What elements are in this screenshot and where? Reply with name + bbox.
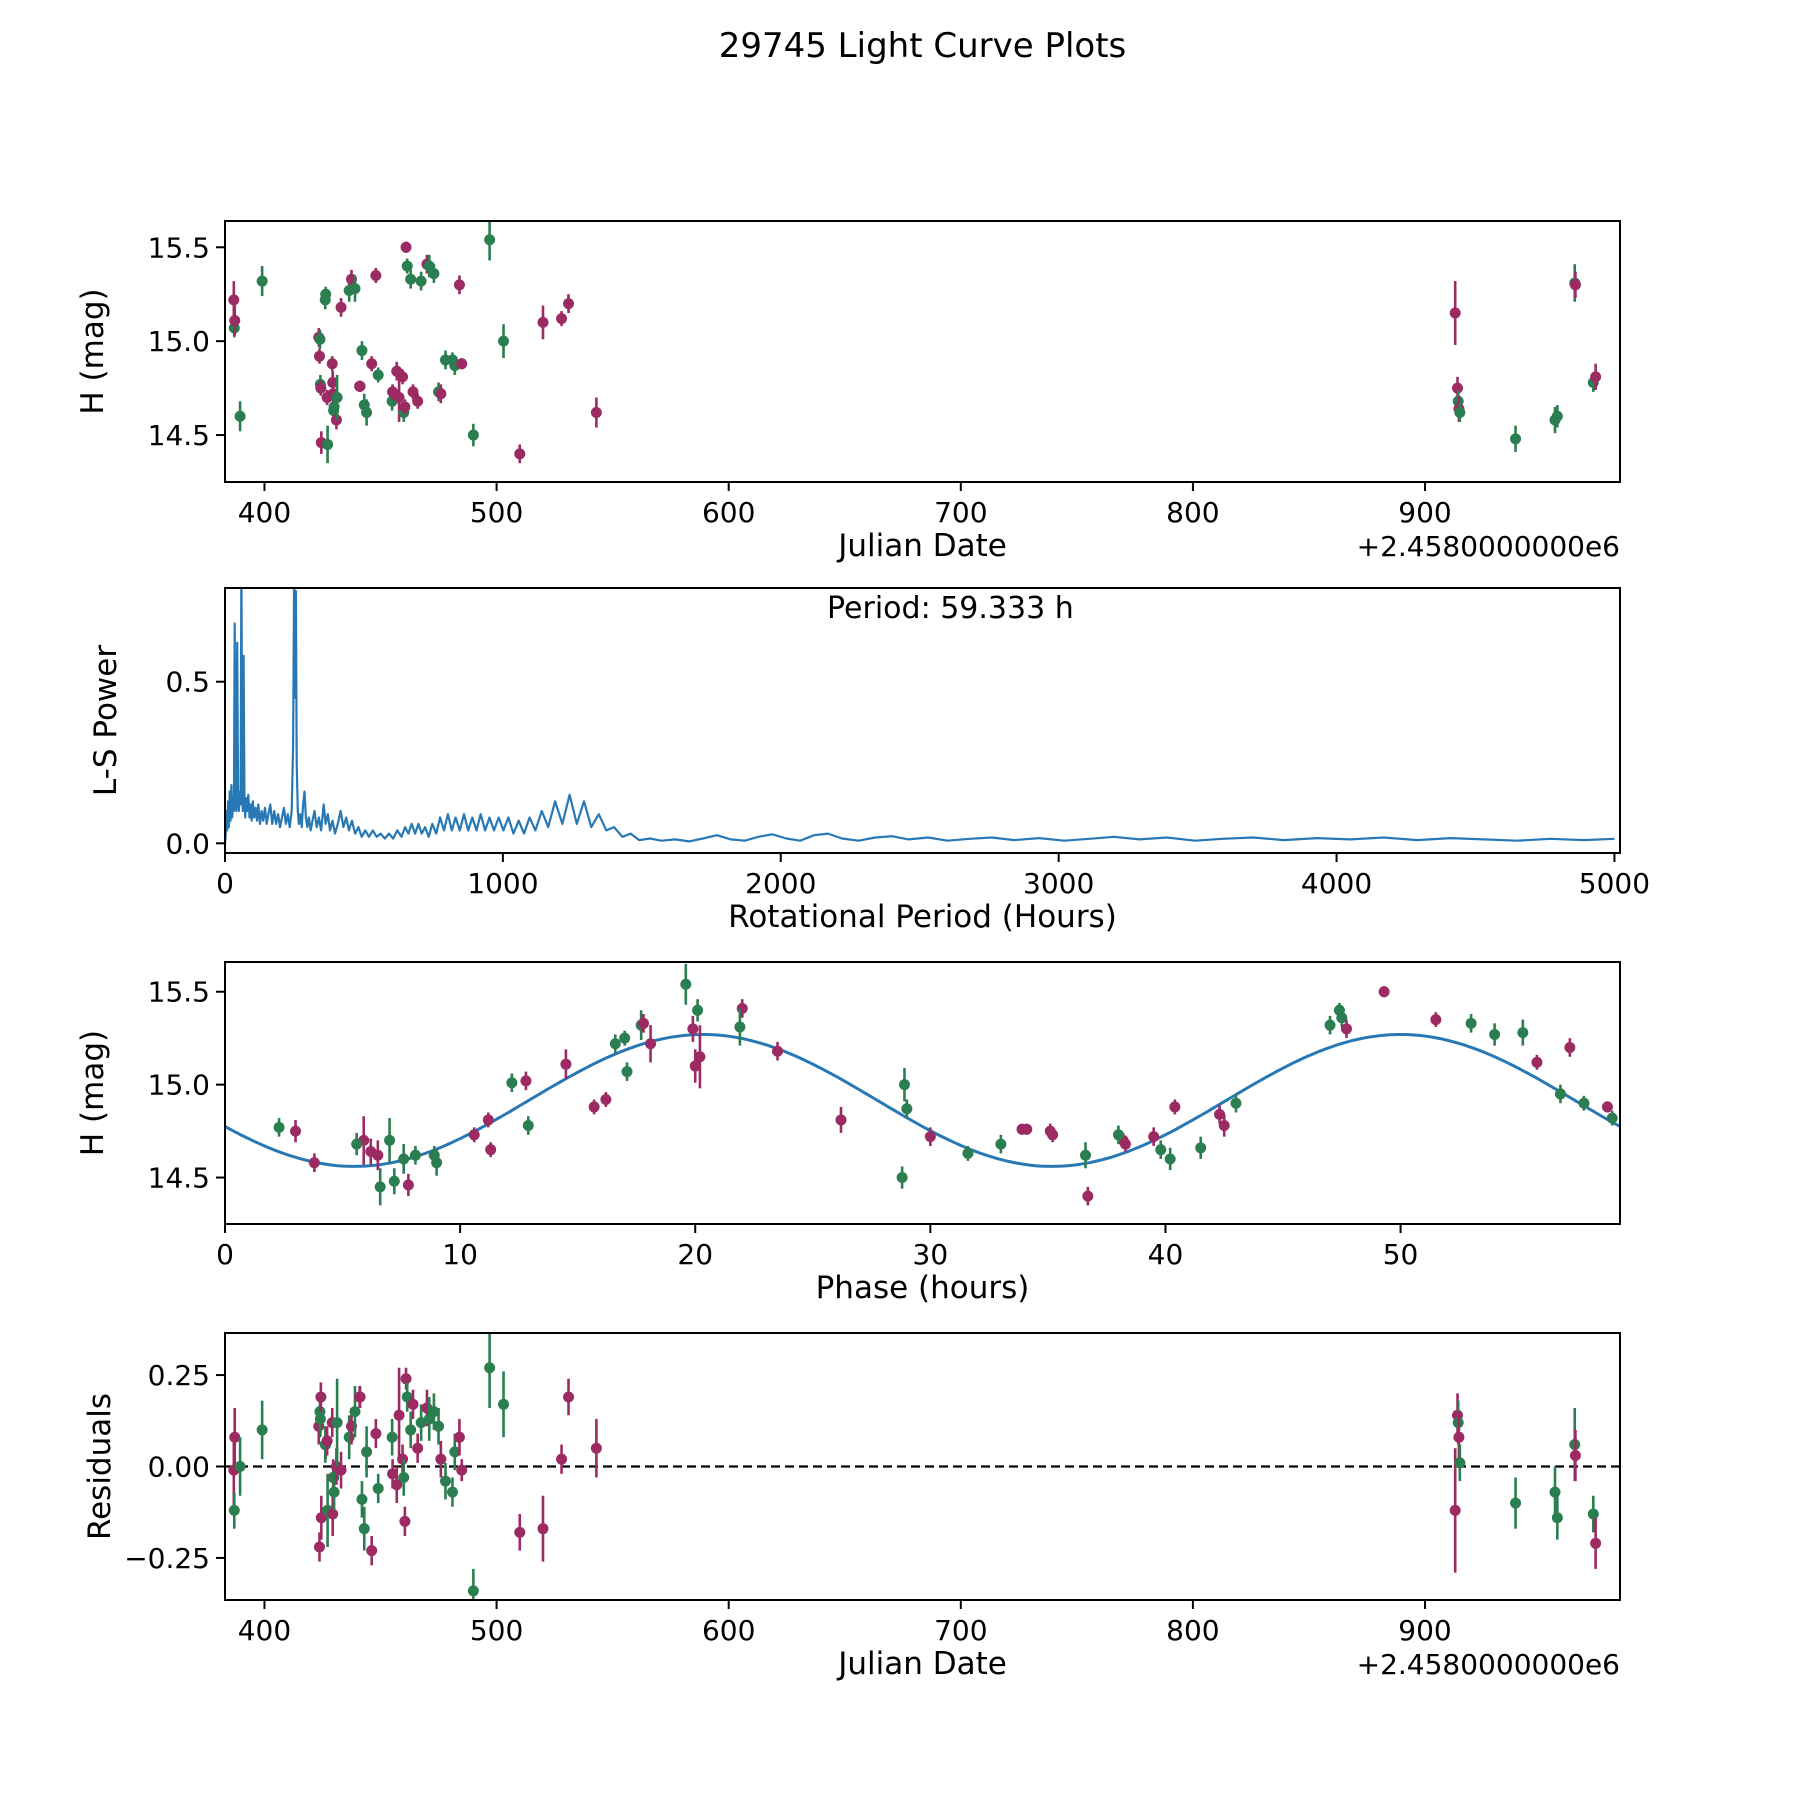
x-tick-label: 500	[469, 1614, 524, 1647]
data-point	[366, 358, 377, 369]
data-point	[257, 1424, 268, 1435]
data-point	[506, 1077, 517, 1088]
data-point	[1230, 1098, 1241, 1109]
y-tick-label: 15.0	[147, 1068, 210, 1102]
data-point	[235, 1461, 246, 1472]
y-axis-label: H (mag)	[75, 288, 111, 415]
data-point	[314, 1541, 325, 1552]
x-axis-label: Rotational Period (Hours)	[728, 899, 1117, 935]
x-tick-label: 10	[442, 1238, 478, 1271]
data-point	[394, 1410, 405, 1421]
data-point	[694, 1051, 705, 1062]
panel-periodogram	[88, 559, 1650, 935]
data-point	[359, 1523, 370, 1534]
data-point	[257, 276, 268, 287]
y-axis-label: Residuals	[82, 1392, 118, 1541]
data-point	[314, 351, 325, 362]
data-point	[433, 1421, 444, 1432]
data-point	[327, 1509, 338, 1520]
data-point	[514, 448, 525, 459]
data-point	[1169, 1101, 1180, 1112]
data-point	[355, 1392, 366, 1403]
data-point	[483, 1114, 494, 1125]
data-point	[1148, 1131, 1159, 1142]
data-point	[454, 279, 465, 290]
x-axis-offset-label: +2.4580000000e6	[1356, 530, 1620, 563]
data-point	[610, 1038, 621, 1049]
data-point	[622, 1066, 633, 1077]
data-point	[405, 274, 416, 285]
data-point	[399, 401, 410, 412]
data-point	[591, 1443, 602, 1454]
data-point	[351, 1139, 362, 1150]
data-point	[638, 1018, 649, 1029]
data-point	[520, 1075, 531, 1086]
x-tick-label: 1000	[467, 867, 539, 900]
data-point	[309, 1157, 320, 1168]
data-point	[589, 1101, 600, 1112]
x-tick-label: 4000	[1300, 867, 1373, 900]
x-tick-label: 400	[237, 496, 292, 529]
data-point	[1155, 1144, 1166, 1155]
data-point	[435, 388, 446, 399]
data-point	[1080, 1150, 1091, 1161]
data-point	[537, 1523, 548, 1534]
x-axis-label: Phase (hours)	[815, 1270, 1030, 1306]
x-tick-label: 0	[216, 867, 234, 900]
data-point	[332, 392, 343, 403]
x-tick-label: 20	[677, 1238, 714, 1271]
data-point	[1510, 1498, 1521, 1509]
data-point	[1214, 1109, 1225, 1120]
data-point	[1590, 371, 1601, 382]
data-point	[560, 1059, 571, 1070]
data-point	[1578, 1098, 1589, 1109]
data-point	[403, 1179, 414, 1190]
data-point	[315, 383, 326, 394]
data-point	[397, 371, 408, 382]
y-tick-label: 0.0	[165, 827, 210, 861]
data-point	[1047, 1129, 1058, 1140]
x-tick-label: 2000	[745, 867, 817, 900]
y-tick-label: 0.00	[147, 1450, 210, 1484]
data-point	[737, 1003, 748, 1014]
data-point	[1450, 308, 1461, 319]
data-point	[1466, 1018, 1477, 1029]
data-point	[1510, 433, 1521, 444]
panel-residuals	[82, 1328, 1620, 1682]
data-point	[229, 1505, 240, 1516]
data-point	[498, 336, 509, 347]
data-point	[835, 1114, 846, 1125]
data-point	[274, 1122, 285, 1133]
data-point	[514, 1527, 525, 1538]
x-tick-label: 700	[934, 496, 988, 529]
data-point	[356, 345, 367, 356]
y-tick-label: 0.25	[147, 1359, 210, 1393]
x-axis-offset-label: +2.4580000000e6	[1356, 1648, 1620, 1681]
x-tick-label: 50	[1382, 1238, 1419, 1271]
x-axis-label: Julian Date	[838, 1646, 1007, 1682]
data-point	[431, 1157, 442, 1168]
data-point	[229, 1432, 240, 1443]
data-point	[320, 289, 331, 300]
data-point	[468, 430, 479, 441]
data-point	[1517, 1027, 1528, 1038]
data-point	[373, 369, 384, 380]
data-point	[901, 1103, 912, 1114]
x-tick-label: 5000	[1578, 867, 1651, 900]
x-tick-label: 900	[1398, 1614, 1452, 1647]
axes-spines	[225, 962, 1620, 1224]
data-point	[228, 294, 239, 305]
data-point	[1454, 1457, 1465, 1468]
y-tick-label: 14.5	[147, 1161, 210, 1195]
data-point	[523, 1120, 534, 1131]
data-point	[1555, 1088, 1566, 1099]
data-point	[405, 1424, 416, 1435]
data-point	[399, 1516, 410, 1527]
data-point	[1195, 1142, 1206, 1153]
data-point	[366, 1545, 377, 1556]
data-point	[1588, 1509, 1599, 1520]
data-point	[1325, 1020, 1336, 1031]
plot-area-residuals	[225, 1328, 1620, 1613]
y-tick-label: −0.25	[124, 1541, 210, 1575]
data-point	[556, 1454, 567, 1465]
x-tick-label: 400	[237, 1614, 292, 1647]
data-point	[537, 317, 548, 328]
data-point	[327, 358, 338, 369]
data-point	[349, 283, 360, 294]
y-tick-label: 15.0	[147, 325, 210, 359]
y-tick-label: 0.5	[165, 665, 210, 699]
data-point	[1570, 279, 1581, 290]
data-point	[370, 270, 381, 281]
data-point	[1489, 1029, 1500, 1040]
x-tick-label: 900	[1398, 496, 1452, 529]
data-point	[412, 1443, 423, 1454]
data-point	[314, 334, 325, 345]
data-point	[485, 1144, 496, 1155]
data-point	[1450, 1505, 1461, 1516]
data-point	[484, 234, 495, 245]
data-point	[394, 392, 405, 403]
data-point	[563, 1392, 574, 1403]
data-point	[361, 407, 372, 418]
data-point	[384, 1135, 395, 1146]
data-point	[329, 1487, 340, 1498]
data-point	[692, 1005, 703, 1016]
data-point	[1341, 1023, 1352, 1034]
data-point	[370, 1428, 381, 1439]
data-point	[1552, 1512, 1563, 1523]
x-tick-label: 800	[1166, 1614, 1220, 1647]
data-point	[563, 298, 574, 309]
data-point	[398, 1153, 409, 1164]
data-point	[1454, 407, 1465, 418]
plot-area-phased-lightcurve	[225, 964, 1620, 1206]
data-point	[454, 1432, 465, 1443]
data-point	[1607, 1113, 1618, 1124]
data-point	[962, 1148, 973, 1159]
data-point	[925, 1131, 936, 1142]
data-point	[410, 1150, 421, 1161]
data-point	[412, 396, 423, 407]
data-point	[336, 1465, 347, 1476]
data-point	[1379, 986, 1390, 997]
data-point	[456, 1465, 467, 1476]
data-point	[591, 407, 602, 418]
data-point	[344, 1432, 355, 1443]
data-point	[416, 276, 427, 287]
data-point	[1113, 1129, 1124, 1140]
data-point	[229, 315, 240, 326]
data-point	[332, 1417, 343, 1428]
data-point	[1550, 1487, 1561, 1498]
x-tick-label: 600	[701, 496, 756, 529]
data-point	[897, 1172, 908, 1183]
x-tick-label: 800	[1166, 496, 1220, 529]
data-point	[428, 268, 439, 279]
x-tick-label: 0	[216, 1238, 234, 1271]
data-point	[355, 381, 366, 392]
data-point	[556, 313, 567, 324]
data-point	[469, 1129, 480, 1140]
data-point	[389, 1176, 400, 1187]
figure-title: 29745 Light Curve Plots	[718, 26, 1127, 66]
y-tick-label: 15.5	[147, 231, 210, 265]
data-point	[1564, 1042, 1575, 1053]
data-point	[290, 1126, 301, 1137]
data-point	[375, 1181, 386, 1192]
data-point	[387, 1432, 398, 1443]
data-point	[356, 1494, 367, 1505]
data-point	[373, 1483, 384, 1494]
data-point	[336, 302, 347, 313]
data-point	[1590, 1538, 1601, 1549]
data-point	[447, 1487, 458, 1498]
data-point	[235, 411, 246, 422]
axes-spines	[225, 1333, 1620, 1600]
axes-spines	[225, 221, 1620, 482]
x-tick-label: 3000	[1023, 867, 1095, 900]
data-point	[361, 1446, 372, 1457]
data-point	[619, 1033, 630, 1044]
x-tick-label: 500	[469, 496, 524, 529]
y-axis-label: L-S Power	[88, 644, 124, 797]
data-point	[401, 242, 412, 253]
data-point	[440, 1476, 451, 1487]
data-point	[315, 1392, 326, 1403]
data-point	[456, 358, 467, 369]
period-annotation: Period: 59.333 h	[827, 591, 1074, 626]
data-point	[398, 1472, 409, 1483]
data-point	[899, 1079, 910, 1090]
data-point	[734, 1022, 745, 1033]
data-point	[484, 1362, 495, 1373]
data-point	[1570, 1450, 1581, 1461]
data-point	[1552, 411, 1563, 422]
data-point	[1430, 1014, 1441, 1025]
data-point	[498, 1399, 509, 1410]
y-tick-label: 14.5	[147, 419, 210, 453]
data-point	[772, 1046, 783, 1057]
x-tick-label: 600	[701, 1614, 756, 1647]
data-point	[1531, 1057, 1542, 1068]
y-axis-label: H (mag)	[75, 1029, 111, 1157]
data-point	[1082, 1191, 1093, 1202]
data-point	[600, 1094, 611, 1105]
data-point	[408, 1399, 419, 1410]
data-point	[680, 979, 691, 990]
x-tick-label: 40	[1147, 1238, 1184, 1271]
x-axis-label: Julian Date	[838, 528, 1007, 564]
data-point	[995, 1139, 1006, 1150]
data-point	[645, 1038, 656, 1049]
data-point	[1120, 1139, 1131, 1150]
data-point	[322, 439, 333, 450]
data-point	[1602, 1101, 1613, 1112]
axes-spines	[225, 588, 1620, 853]
x-tick-label: 30	[912, 1238, 949, 1271]
data-point	[1165, 1153, 1176, 1164]
data-point	[1453, 1432, 1464, 1443]
data-point	[315, 1413, 326, 1424]
plot-area-jd-lightcurve	[228, 219, 1601, 463]
x-tick-label: 700	[934, 1614, 988, 1647]
y-tick-label: 15.5	[147, 975, 210, 1009]
data-point	[468, 1585, 479, 1596]
data-point	[1021, 1124, 1032, 1135]
data-point	[687, 1023, 698, 1034]
panel-jd-lightcurve	[75, 219, 1620, 564]
data-point	[365, 1146, 376, 1157]
panel-phased-lightcurve	[75, 962, 1620, 1306]
